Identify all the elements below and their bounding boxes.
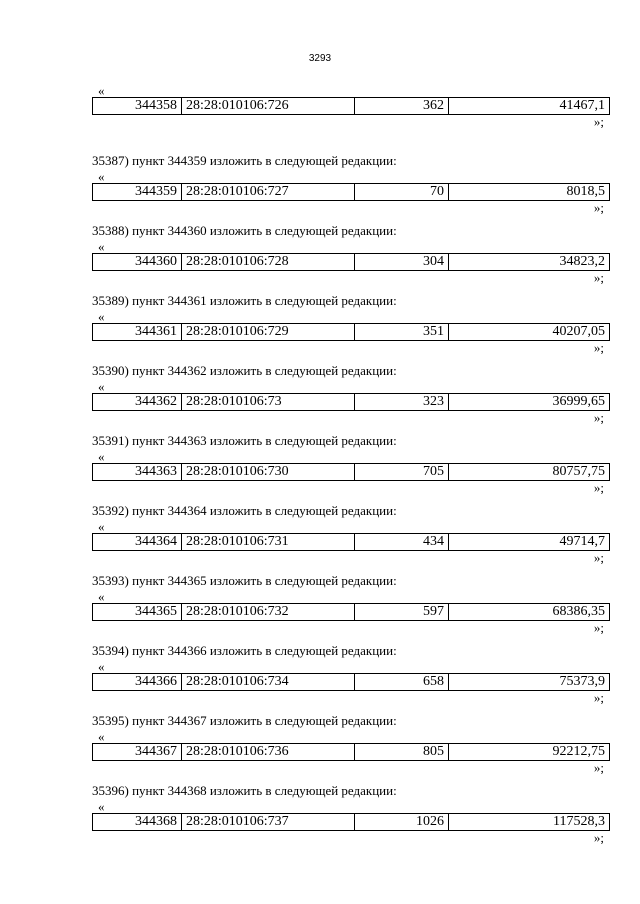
amendment-instruction: 35394) пункт 344366 изложить в следующей редакции: <box>92 643 397 658</box>
table-row <box>93 184 610 201</box>
amendment-item <box>92 84 610 154</box>
opening-quote: « <box>98 239 105 254</box>
area-cell: 70 <box>355 184 449 201</box>
value-cell: 68386,35 <box>449 604 610 621</box>
registry-row-table <box>92 603 610 621</box>
amendment-item <box>92 224 610 294</box>
registry-row-table <box>92 393 610 411</box>
table-row <box>93 674 610 691</box>
amendment-instruction: 35389) пункт 344361 изложить в следующей редакции: <box>92 293 397 308</box>
registry-row-table <box>92 183 610 201</box>
cadastral-number-cell: 28:28:010106:728 <box>182 254 355 271</box>
amendment-item <box>92 364 610 434</box>
amendment-instruction: 35395) пункт 344367 изложить в следующей редакции: <box>92 713 397 728</box>
closing-quote: »; <box>593 760 604 775</box>
item-number-cell: 344368 <box>93 814 182 831</box>
table-row <box>93 254 610 271</box>
registry-row-table <box>92 97 610 115</box>
amendment-item <box>92 434 610 504</box>
document-body <box>92 84 610 854</box>
value-cell: 36999,65 <box>449 394 610 411</box>
opening-quote: « <box>98 799 105 814</box>
amendment-instruction: 35396) пункт 344368 изложить в следующей редакции: <box>92 783 397 798</box>
amendment-item <box>92 294 610 364</box>
value-cell: 92212,75 <box>449 744 610 761</box>
amendment-item <box>92 644 610 714</box>
value-cell: 34823,2 <box>449 254 610 271</box>
closing-quote: »; <box>593 340 604 355</box>
closing-quote: »; <box>593 270 604 285</box>
cadastral-number-cell: 28:28:010106:73 <box>182 394 355 411</box>
table-row <box>93 98 610 115</box>
value-cell: 80757,75 <box>449 464 610 481</box>
item-number-cell: 344367 <box>93 744 182 761</box>
item-number-cell: 344363 <box>93 464 182 481</box>
item-number-cell: 344358 <box>93 98 182 115</box>
area-cell: 362 <box>355 98 449 115</box>
table-row <box>93 324 610 341</box>
area-cell: 1026 <box>355 814 449 831</box>
area-cell: 805 <box>355 744 449 761</box>
amendment-item <box>92 714 610 784</box>
value-cell: 41467,1 <box>449 98 610 115</box>
area-cell: 323 <box>355 394 449 411</box>
value-cell: 8018,5 <box>449 184 610 201</box>
registry-row-table <box>92 463 610 481</box>
opening-quote: « <box>98 449 105 464</box>
registry-row-table <box>92 813 610 831</box>
closing-quote: »; <box>593 410 604 425</box>
amendment-instruction: 35387) пункт 344359 изложить в следующей редакции: <box>92 153 397 168</box>
amendment-item <box>92 574 610 644</box>
table-row <box>93 464 610 481</box>
area-cell: 304 <box>355 254 449 271</box>
table-row <box>93 604 610 621</box>
value-cell: 49714,7 <box>449 534 610 551</box>
table-row <box>93 534 610 551</box>
opening-quote: « <box>98 169 105 184</box>
table-row <box>93 744 610 761</box>
amendment-item <box>92 784 610 854</box>
cadastral-number-cell: 28:28:010106:729 <box>182 324 355 341</box>
table-row <box>93 394 610 411</box>
value-cell: 75373,9 <box>449 674 610 691</box>
registry-row-table <box>92 673 610 691</box>
amendment-instruction: 35390) пункт 344362 изложить в следующей редакции: <box>92 363 397 378</box>
item-number-cell: 344362 <box>93 394 182 411</box>
area-cell: 597 <box>355 604 449 621</box>
amendment-instruction: 35391) пункт 344363 изложить в следующей редакции: <box>92 433 397 448</box>
page-number: 3293 <box>308 53 332 64</box>
closing-quote: »; <box>593 620 604 635</box>
table-row <box>93 814 610 831</box>
registry-row-table <box>92 533 610 551</box>
item-number-cell: 344365 <box>93 604 182 621</box>
registry-row-table <box>92 323 610 341</box>
opening-quote: « <box>98 379 105 394</box>
cadastral-number-cell: 28:28:010106:737 <box>182 814 355 831</box>
cadastral-number-cell: 28:28:010106:727 <box>182 184 355 201</box>
cadastral-number-cell: 28:28:010106:730 <box>182 464 355 481</box>
cadastral-number-cell: 28:28:010106:736 <box>182 744 355 761</box>
closing-quote: »; <box>593 200 604 215</box>
amendment-item <box>92 504 610 574</box>
cadastral-number-cell: 28:28:010106:732 <box>182 604 355 621</box>
value-cell: 40207,05 <box>449 324 610 341</box>
item-number-cell: 344359 <box>93 184 182 201</box>
cadastral-number-cell: 28:28:010106:731 <box>182 534 355 551</box>
closing-quote: »; <box>593 550 604 565</box>
opening-quote: « <box>98 729 105 744</box>
opening-quote: « <box>98 659 105 674</box>
item-number-cell: 344364 <box>93 534 182 551</box>
closing-quote: »; <box>593 480 604 495</box>
registry-row-table <box>92 253 610 271</box>
amendment-instruction: 35392) пункт 344364 изложить в следующей редакции: <box>92 503 397 518</box>
closing-quote: »; <box>593 830 604 845</box>
item-number-cell: 344360 <box>93 254 182 271</box>
value-cell: 117528,3 <box>449 814 610 831</box>
area-cell: 434 <box>355 534 449 551</box>
item-number-cell: 344361 <box>93 324 182 341</box>
amendment-item <box>92 154 610 224</box>
area-cell: 705 <box>355 464 449 481</box>
registry-row-table <box>92 743 610 761</box>
closing-quote: »; <box>593 690 604 705</box>
area-cell: 658 <box>355 674 449 691</box>
cadastral-number-cell: 28:28:010106:734 <box>182 674 355 691</box>
opening-quote: « <box>98 309 105 324</box>
area-cell: 351 <box>355 324 449 341</box>
opening-quote: « <box>98 83 105 98</box>
opening-quote: « <box>98 519 105 534</box>
item-number-cell: 344366 <box>93 674 182 691</box>
opening-quote: « <box>98 589 105 604</box>
amendment-instruction: 35393) пункт 344365 изложить в следующей редакции: <box>92 573 397 588</box>
closing-quote: »; <box>593 114 604 129</box>
amendment-instruction: 35388) пункт 344360 изложить в следующей редакции: <box>92 223 397 238</box>
cadastral-number-cell: 28:28:010106:726 <box>182 98 355 115</box>
